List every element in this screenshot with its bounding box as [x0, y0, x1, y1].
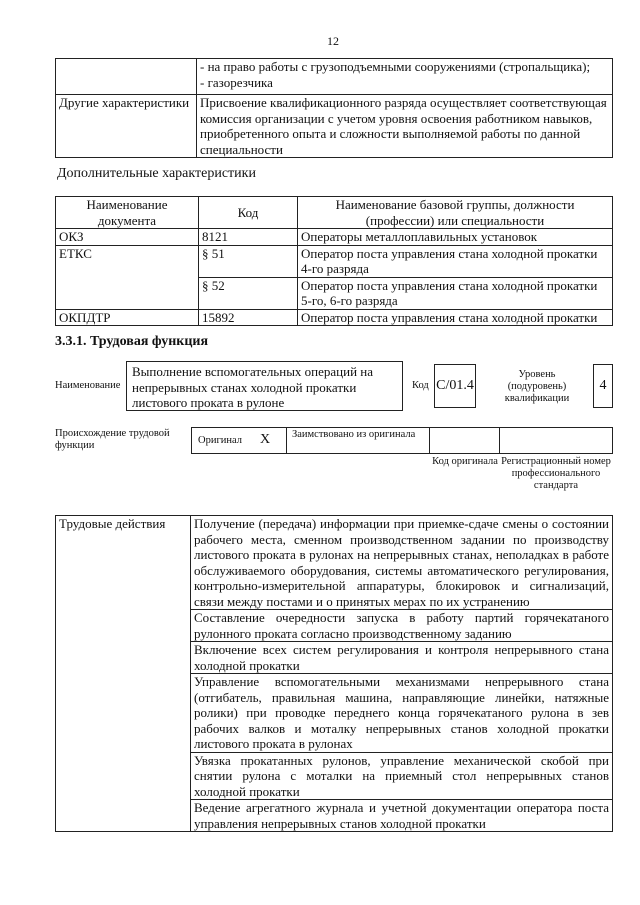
table-row — [56, 245, 613, 277]
cell-doc: ОКПДТР — [56, 309, 199, 326]
header-doc: Наименование документа — [56, 197, 199, 229]
other-value: Присвоение квалификационного разряда осуществляет соответствующая комиссия организации с учетом уровня освоения работником навыков, приобретенного опыта и сложности выполняемой работы по данной специальности — [197, 95, 613, 158]
action-item: Ведение агрегатного журнала и учетной документации оператора поста управления непрерывных станов холодной прокатки — [191, 800, 613, 832]
level-value: 4 — [593, 364, 613, 408]
cell-doc: ЕТКС — [56, 245, 199, 309]
qualification-table — [55, 58, 613, 158]
cell-code: 15892 — [199, 309, 298, 326]
cell-doc: ОКЗ — [56, 229, 199, 246]
function-name: Выполнение вспомогательных операций на непрерывных станах холодной прокатки листового проката в рулоне — [126, 361, 403, 411]
header-code: Код — [199, 197, 298, 229]
level-label: Уровень (подуровень) квалификации — [504, 369, 570, 404]
additional-table — [55, 196, 613, 326]
actions-label: Трудовые действия — [56, 516, 191, 832]
origin-label: Происхождение трудовой функции — [55, 428, 170, 451]
action-item: Управление вспомогательными механизмами непрерывного стана (отгибатель, правильная машина, направляющие линейки, натяжные ролики) при проводке переднего конца горячекатаного рулона в зев рабочих валков и моталку непрерывных станов холодной прокатки листового проката в рулонах — [191, 674, 613, 753]
name-label: Наименование — [55, 380, 121, 391]
cell-name: Оператор поста управления стана холодной прокатки — [298, 309, 613, 326]
actions-table — [55, 515, 613, 832]
header-name: Наименование базовой группы, должности (профессии) или специальности — [298, 197, 613, 229]
origin-row — [191, 427, 613, 454]
action-item: Составление очередности запуска в работу партий горячекатаного рулонного проката согласно производственному заданию — [191, 610, 613, 642]
cell-name: Операторы металлоплавильных установок — [298, 229, 613, 246]
page-number: 12 — [327, 34, 339, 48]
borrowed-label: Заимствовано из оригинала — [292, 429, 416, 440]
permits-cell — [197, 59, 613, 95]
action-item: Увязка прокатанных рулонов, управление механической скобой при снятии рулона с моталки на приемный стол непрерывных станов холодной прокатки — [191, 752, 613, 800]
other-label: Другие характеристики — [56, 95, 197, 158]
code-value: С/01.4 — [434, 364, 476, 408]
permit-line: - газорезчика — [200, 74, 273, 90]
additional-heading: Дополнительные характеристики — [57, 166, 256, 181]
original-label: Оригинал — [198, 435, 242, 446]
cell-code: § 51 — [199, 245, 298, 277]
permit-line: - на право работы с грузоподъемными сооружениями (стропальщика); — [200, 59, 591, 74]
cell-code: § 52 — [199, 277, 298, 309]
orig-code-label: Код оригинала — [432, 456, 498, 467]
original-mark: X — [260, 432, 271, 447]
reg-number-label: Регистрационный номер профессионального стандарта — [501, 456, 611, 491]
cell-name: Оператор поста управления стана холодной прокатки 4-го разряда — [298, 245, 613, 277]
action-item: Получение (передача) информации при приемке-сдаче смены о состоянии рабочего места, сменном производственном задании по производству листового проката в рулонах на непрерывных станах, неполадках в работе обслуживаемого оборудования, системы автоматического регулирования, контрольно-измерительной аппаратуры, блокировок и сигнализаций, связи между постами и о принятых мерах по их устранению — [191, 516, 613, 610]
action-item: Включение всех систем регулирования и контроля непрерывного стана холодной прокатки — [191, 642, 613, 674]
cell-name: Оператор поста управления стана холодной прокатки 5-го, 6-го разряда — [298, 277, 613, 309]
table-row — [56, 229, 613, 246]
function-heading: 3.3.1. Трудовая функция — [55, 334, 209, 349]
code-label: Код — [412, 380, 429, 391]
cell-code: 8121 — [199, 229, 298, 246]
table-row — [56, 309, 613, 326]
